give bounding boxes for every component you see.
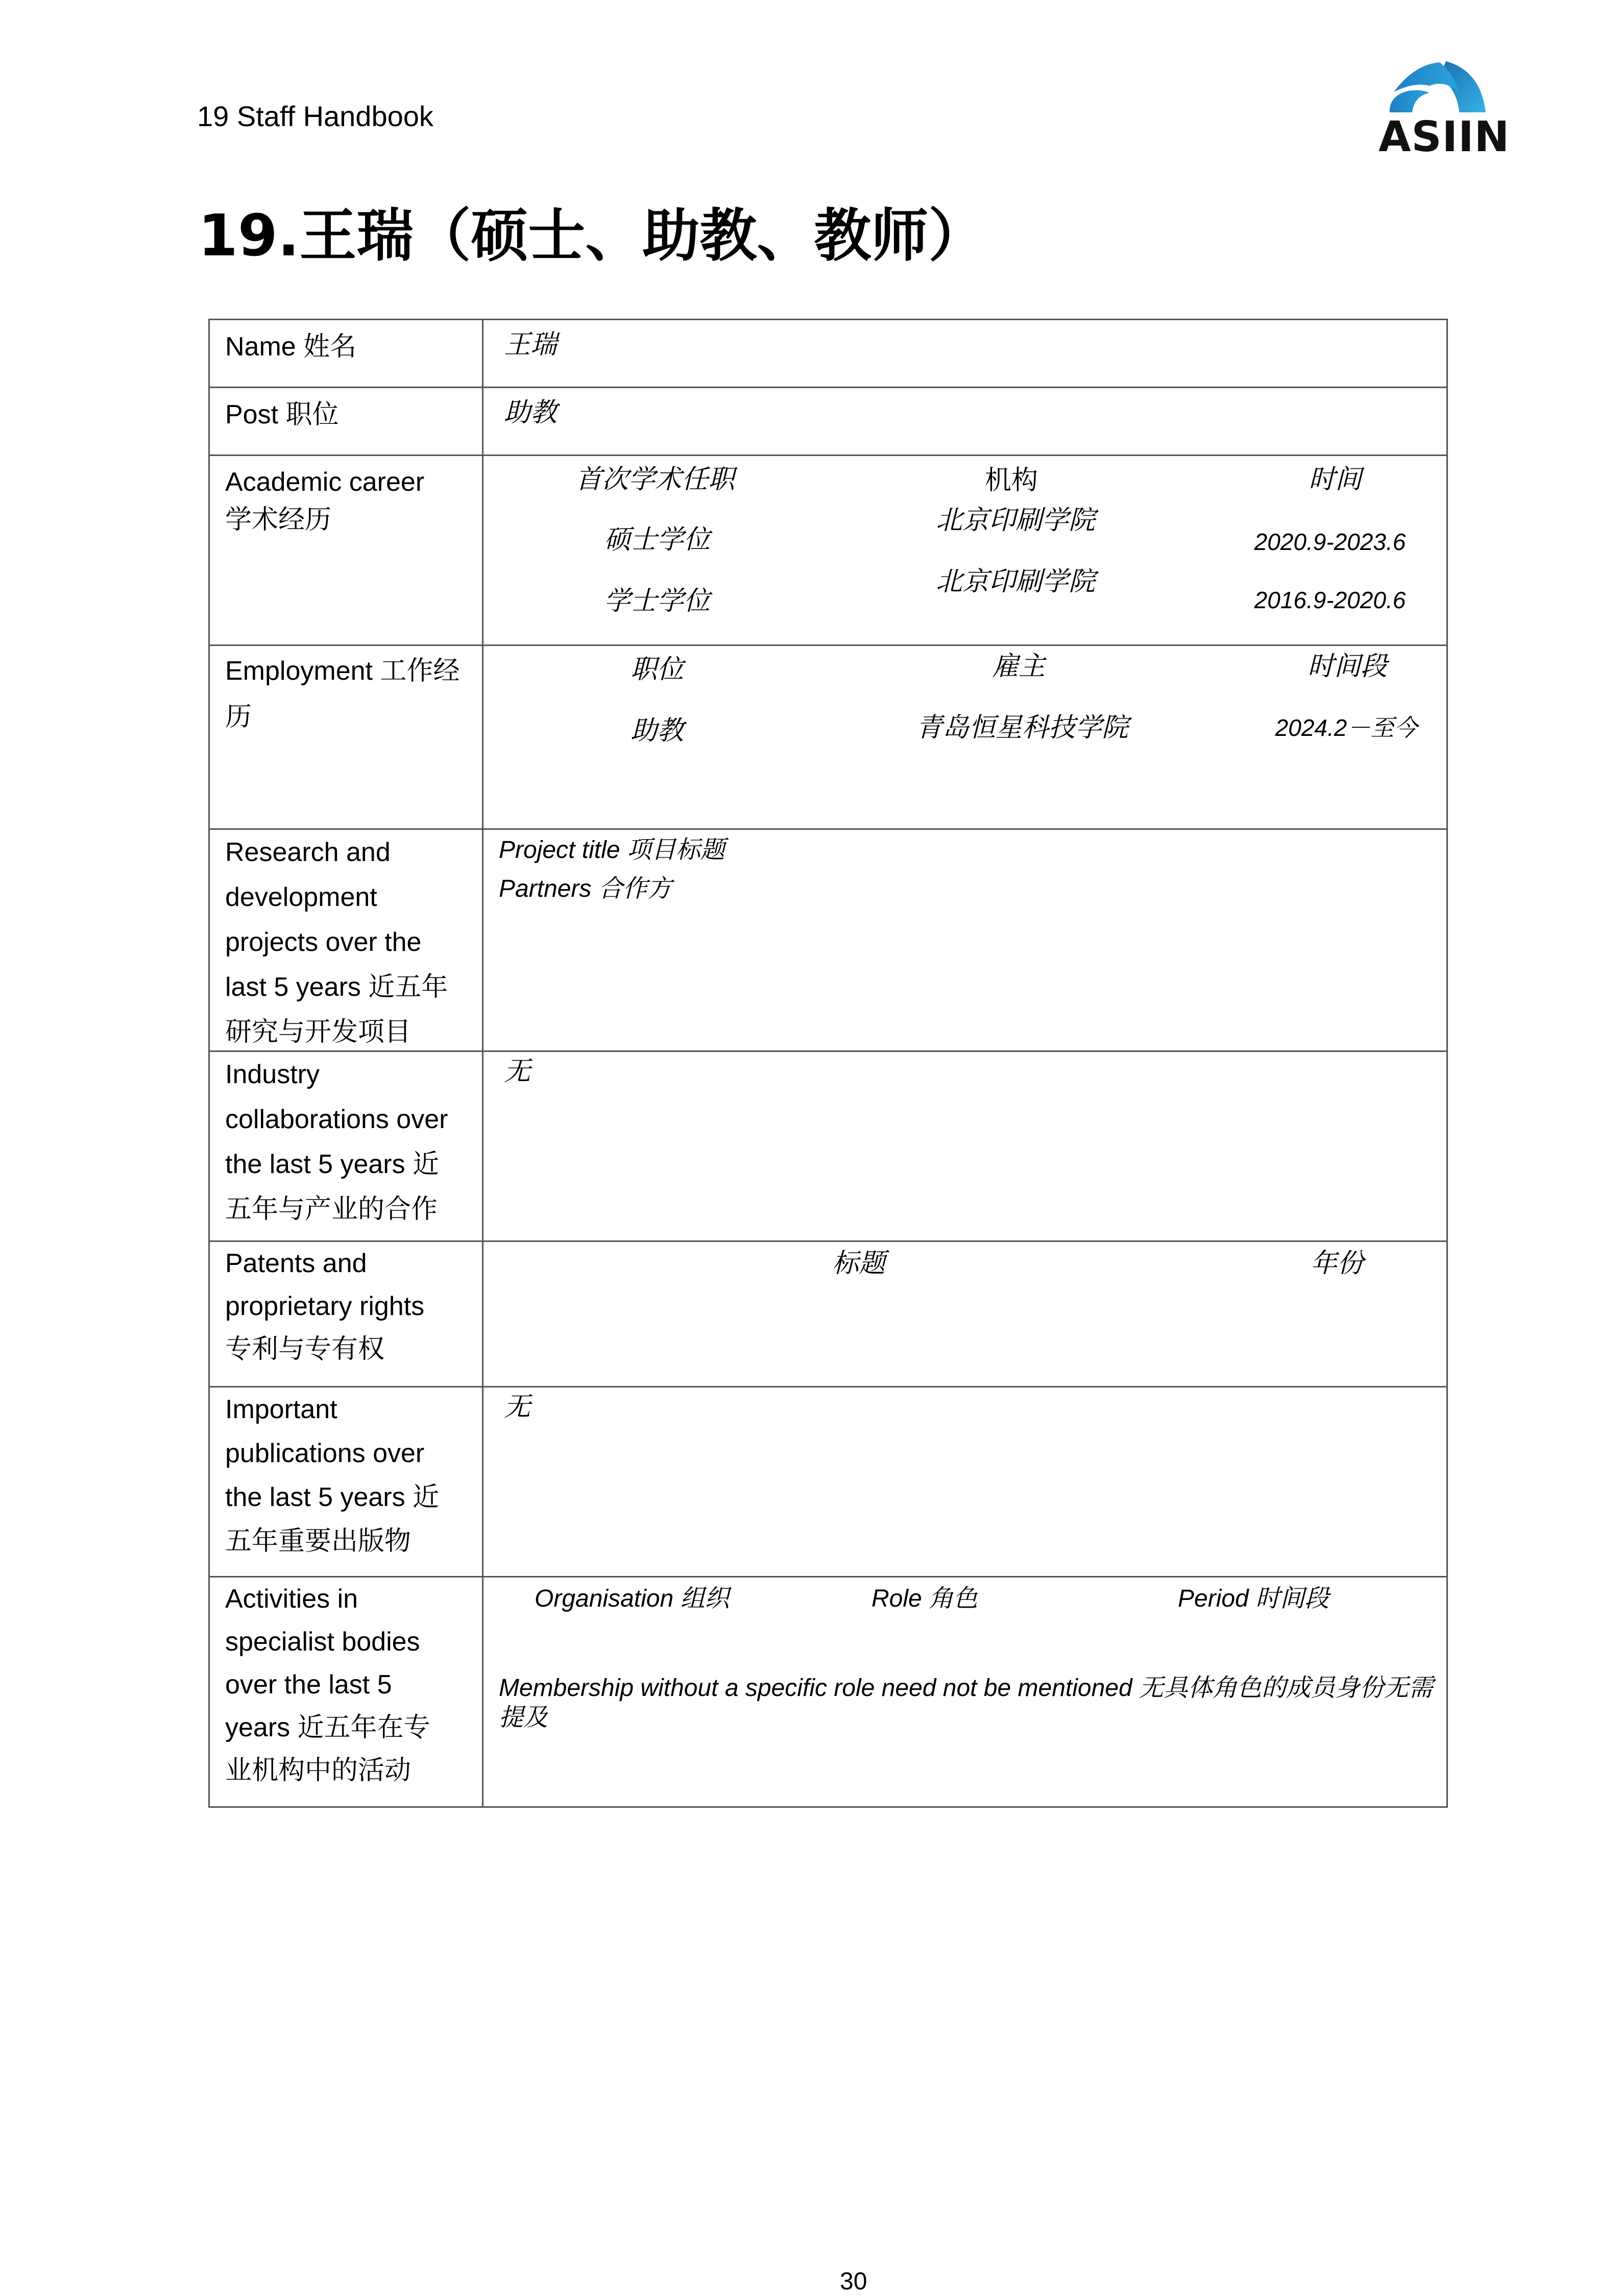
- value-cell-specialist-activities: [483, 1577, 1446, 1806]
- row-research-projects: [210, 830, 1446, 1052]
- employment-employer: 青岛恒星科技学院: [915, 713, 1129, 743]
- col-header-period: 时间段: [1307, 652, 1388, 681]
- row-industry-collaborations: [210, 1052, 1446, 1242]
- label-employment: Employment 工作经历: [210, 646, 483, 828]
- col-header-activity-period: Period 时间段: [1178, 1585, 1329, 1612]
- page-title: 19.王瑞（硕士、助教、教师）: [198, 203, 986, 269]
- research-partners: Partners 合作方: [499, 875, 672, 902]
- academic-period: 2016.9-2020.6: [1254, 587, 1406, 613]
- label-publications: Important publications over the last 5 years 近五年重要出版物: [210, 1388, 483, 1576]
- col-header-organisation: Organisation 组织: [535, 1585, 730, 1612]
- academic-degree: 硕士学位: [603, 525, 711, 555]
- label-specialist-activities: Activities in specialist bodies over the last 5 years 近五年在专业机构中的活动: [210, 1577, 483, 1806]
- col-header-first-appointment: 首次学术任职: [575, 465, 735, 494]
- industry-value: 无: [504, 1057, 531, 1086]
- row-academic-career: [210, 456, 1446, 646]
- row-specialist-activities: [210, 1577, 1446, 1806]
- value-cell-research-projects: [483, 830, 1446, 1050]
- academic-degree: 学士学位: [603, 586, 711, 616]
- value-cell-post: [483, 388, 1446, 455]
- page-number: 30: [840, 2268, 867, 2295]
- col-header-patent-title: 标题: [832, 1249, 886, 1278]
- row-employment: [210, 646, 1446, 830]
- employment-position: 助教: [630, 716, 684, 746]
- academic-period: 2020.9-2023.6: [1254, 529, 1406, 555]
- label-research-projects: Research and development projects over the last 5 years 近五年研究与开发项目: [210, 830, 483, 1050]
- label-academic-career: Academic career 学术经历: [210, 456, 483, 644]
- col-header-position: 职位: [630, 655, 684, 684]
- value-cell-academic-career: [483, 456, 1446, 644]
- col-header-institution: 机构: [984, 466, 1038, 495]
- academic-institution: 北京印刷学院: [935, 506, 1096, 535]
- arch-icon: [1378, 55, 1496, 116]
- asiin-logo: [1378, 55, 1510, 161]
- publications-value: 无: [504, 1392, 531, 1422]
- label-patents: Patents and proprietary rights 专利与专有权: [210, 1242, 483, 1386]
- value-cell-employment: [483, 646, 1446, 828]
- research-project-title: Project title 项目标题: [499, 836, 725, 864]
- label-post: Post 职位: [210, 388, 483, 455]
- staff-profile-table: [208, 319, 1448, 1808]
- academic-institution: 北京印刷学院: [935, 567, 1096, 596]
- row-name: [210, 320, 1446, 388]
- running-header: 19 Staff Handbook: [197, 100, 433, 132]
- value-name: 王瑞: [504, 330, 558, 360]
- col-header-role: Role 角色: [872, 1585, 978, 1612]
- logo-wordmark: ASIIN: [1378, 113, 1510, 161]
- row-patents: [210, 1242, 1446, 1388]
- value-cell-name: [483, 320, 1446, 387]
- value-cell-industry-collaborations: [483, 1052, 1446, 1240]
- col-header-time: 时间: [1308, 465, 1362, 494]
- row-post: [210, 388, 1446, 456]
- activities-note: Membership without a specific role need not be mentioned 无具体角色的成员身份无需提及: [499, 1675, 1434, 1731]
- col-header-patent-year: 年份: [1310, 1249, 1364, 1278]
- value-post: 助教: [504, 398, 558, 427]
- row-publications: [210, 1388, 1446, 1577]
- label-industry-collaborations: Industry collaborations over the last 5 years 近五年与产业的合作: [210, 1052, 483, 1240]
- label-name: Name 姓名: [210, 320, 483, 387]
- value-cell-patents: [483, 1242, 1446, 1386]
- employment-period: 2024.2－至今: [1275, 714, 1418, 741]
- col-header-employer: 雇主: [991, 652, 1046, 681]
- value-cell-publications: [483, 1388, 1446, 1576]
